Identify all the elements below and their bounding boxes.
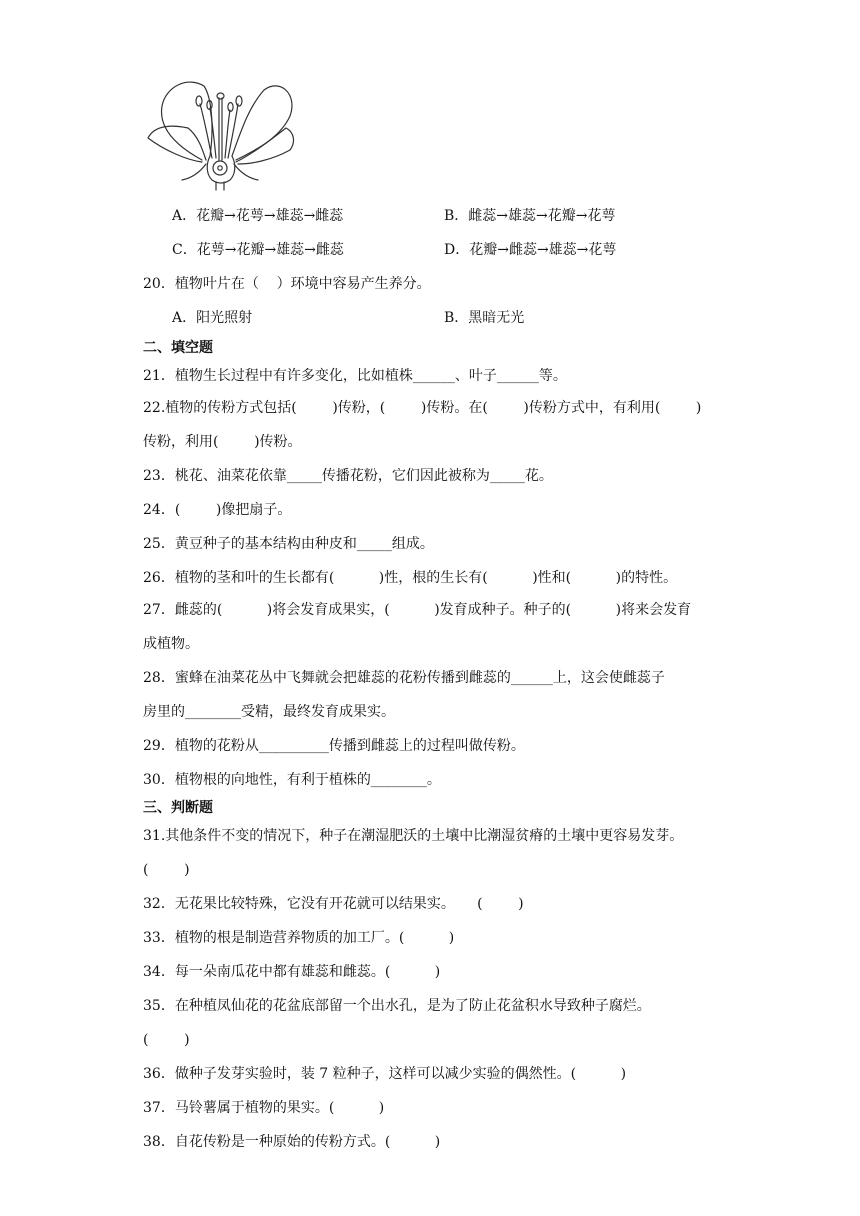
question-31-line1: 31.其他条件不变的情况下，种子在潮湿肥沃的土壤中比潮湿贫瘠的土壤中更容易发芽。 xyxy=(143,828,684,844)
question-27-line2: 成植物。 xyxy=(143,636,199,652)
section-judgement-title: 三、判断题 xyxy=(143,800,213,816)
question-23: 23．桃花、油菜花依靠_____传播花粉，它们因此被称为_____花。 xyxy=(143,468,553,484)
q19-option-a: A．花瓣→花萼→雄蕊→雌蕊 xyxy=(172,208,344,224)
q20-option-a: A．阳光照射 xyxy=(172,310,253,326)
q19-option-c: C．花萼→花瓣→雄蕊→雌蕊 xyxy=(172,242,344,258)
question-27-line1: 27．雌蕊的( )将会发育成果实，( )发育成种子。种子的( )将来会发育 xyxy=(143,602,692,618)
question-32: 32．无花果比较特殊，它没有开花就可以结果实。 ( ) xyxy=(143,896,524,912)
question-30: 30．植物根的向地性，有利于植株的________。 xyxy=(143,772,441,788)
question-29: 29．植物的花粉从__________传播到雌蕊上的过程叫做传粉。 xyxy=(143,738,525,754)
question-22-line1: 22.植物的传粉方式包括( )传粉，( )传粉。在( )传粉方式中，有利用( ) xyxy=(143,400,702,416)
question-21: 21．植物生长过程中有许多变化，比如植株______、叶子______等。 xyxy=(143,368,567,384)
q20-option-b: B．黑暗无光 xyxy=(444,310,525,326)
question-38: 38．自花传粉是一种原始的传粉方式。( ) xyxy=(143,1134,441,1150)
q20-stem: 20．植物叶片在（ ）环境中容易产生养分。 xyxy=(143,276,431,292)
flower-structure-figure xyxy=(140,68,300,192)
question-35-line1: 35．在种植凤仙花的花盆底部留一个出水孔，是为了防止花盆积水导致种子腐烂。 xyxy=(143,998,651,1014)
question-28-line2: 房里的________受精，最终发育成果实。 xyxy=(143,704,395,720)
question-35-line2: ( ) xyxy=(143,1032,190,1048)
question-33: 33．植物的根是制造营养物质的加工厂。( ) xyxy=(143,930,455,946)
q19-option-d: D．花瓣→雌蕊→雄蕊→花萼 xyxy=(444,242,617,258)
question-28-line1: 28．蜜蜂在油菜花丛中飞舞就会把雄蕊的花粉传播到雌蕊的______上，这会使雌蕊子 xyxy=(143,670,665,686)
question-22-line2: 传粉，利用( )传粉。 xyxy=(143,434,302,450)
question-24: 24．( )像把扇子。 xyxy=(143,502,292,518)
question-36: 36．做种子发芽实验时，装 7 粒种子，这样可以减少实验的偶然性。( ) xyxy=(143,1066,627,1082)
q19-option-b: B．雌蕊→雄蕊→花瓣→花萼 xyxy=(444,208,616,224)
section-fill-in-title: 二、填空题 xyxy=(143,340,213,356)
question-25: 25．黄豆种子的基本结构由种皮和_____组成。 xyxy=(143,536,434,552)
question-34: 34．每一朵南瓜花中都有雄蕊和雌蕊。( ) xyxy=(143,964,441,980)
question-31-line2: ( ) xyxy=(143,862,190,878)
question-37: 37．马铃薯属于植物的果实。( ) xyxy=(143,1100,385,1116)
question-26: 26．植物的茎和叶的生长都有( )性，根的生长有( )性和( )的特性。 xyxy=(143,570,678,586)
